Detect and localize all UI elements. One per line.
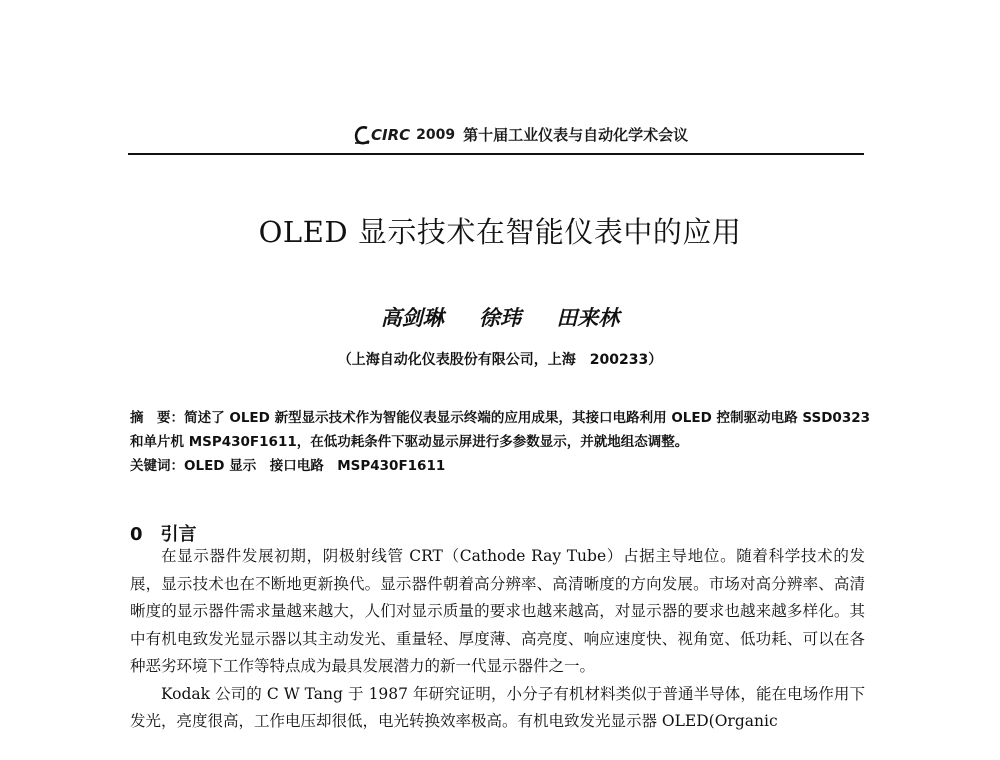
- author-list: [0, 302, 1000, 332]
- keywords-label: 关键词：: [130, 458, 184, 474]
- abstract-label: 摘 要：: [130, 410, 185, 426]
- paragraph: Kodak 公司的 C W Tang 于 1987 年研究证明，小分子有机材料类似于普通半导体，能在电场作用下发光，亮度很高，工作电压却很低，电光转换效率极高。有机电致发光显示器 OLED(Organic: [130, 684, 865, 730]
- abstract-block: [130, 406, 870, 478]
- keywords-text: OLED 显示 接口电路 MSP430F1611: [184, 458, 446, 474]
- conference-year: 2009: [416, 126, 456, 143]
- header-rule: [128, 153, 864, 155]
- section-number: 0: [130, 524, 143, 545]
- section-title: 引言: [160, 524, 197, 545]
- author-name: 田来林: [556, 305, 620, 330]
- conference-name: 第十届工业仪表与自动化学术会议: [463, 126, 689, 144]
- body-text: [130, 543, 865, 736]
- author-name: 徐玮: [479, 305, 521, 330]
- paragraph: 在显示器件发展初期，阴极射线管 CRT（Cathode Ray Tube）占据主导地位。随着科学技术的发展，显示技术也在不断地更新换代。显示器件朝着高分辨率、高清晰度的方向发展。市场对高分辨率、高清晰度的显示器件需求量越来越大，人们对显示质量的要求也越来越高，对显示器的要求也越来越多样化。其中有机电致发光显示器以其主动发光、重量轻、厚度薄、高亮度、响应速度快、视角宽、低功耗、可以在各种恶劣环境下工作等特点成为最具发展潜力的新一代显示器件之一。: [130, 547, 865, 675]
- conference-logo: [353, 125, 410, 145]
- abstract: [130, 406, 870, 454]
- conference-header: [128, 124, 864, 154]
- circ-logo-icon: [353, 125, 371, 145]
- keywords: [130, 454, 870, 478]
- conference-header-text: [353, 124, 688, 145]
- paper-title: OLED 显示技术在智能仪表中的应用: [258, 215, 742, 249]
- affiliation: （上海自动化仪表股份有限公司，上海 200233）: [337, 352, 663, 368]
- abstract-text: 简述了 OLED 新型显示技术作为智能仪表显示终端的应用成果，其接口电路利用 OLED 控制驱动电路 SSD0323 和单片机 MSP430F1611，在低功耗条件下驱动显示屏进行多参数显示，并就地组态调整。: [130, 410, 870, 450]
- author-name: 高剑琳: [380, 305, 444, 330]
- logo-text: CIRC: [371, 125, 411, 144]
